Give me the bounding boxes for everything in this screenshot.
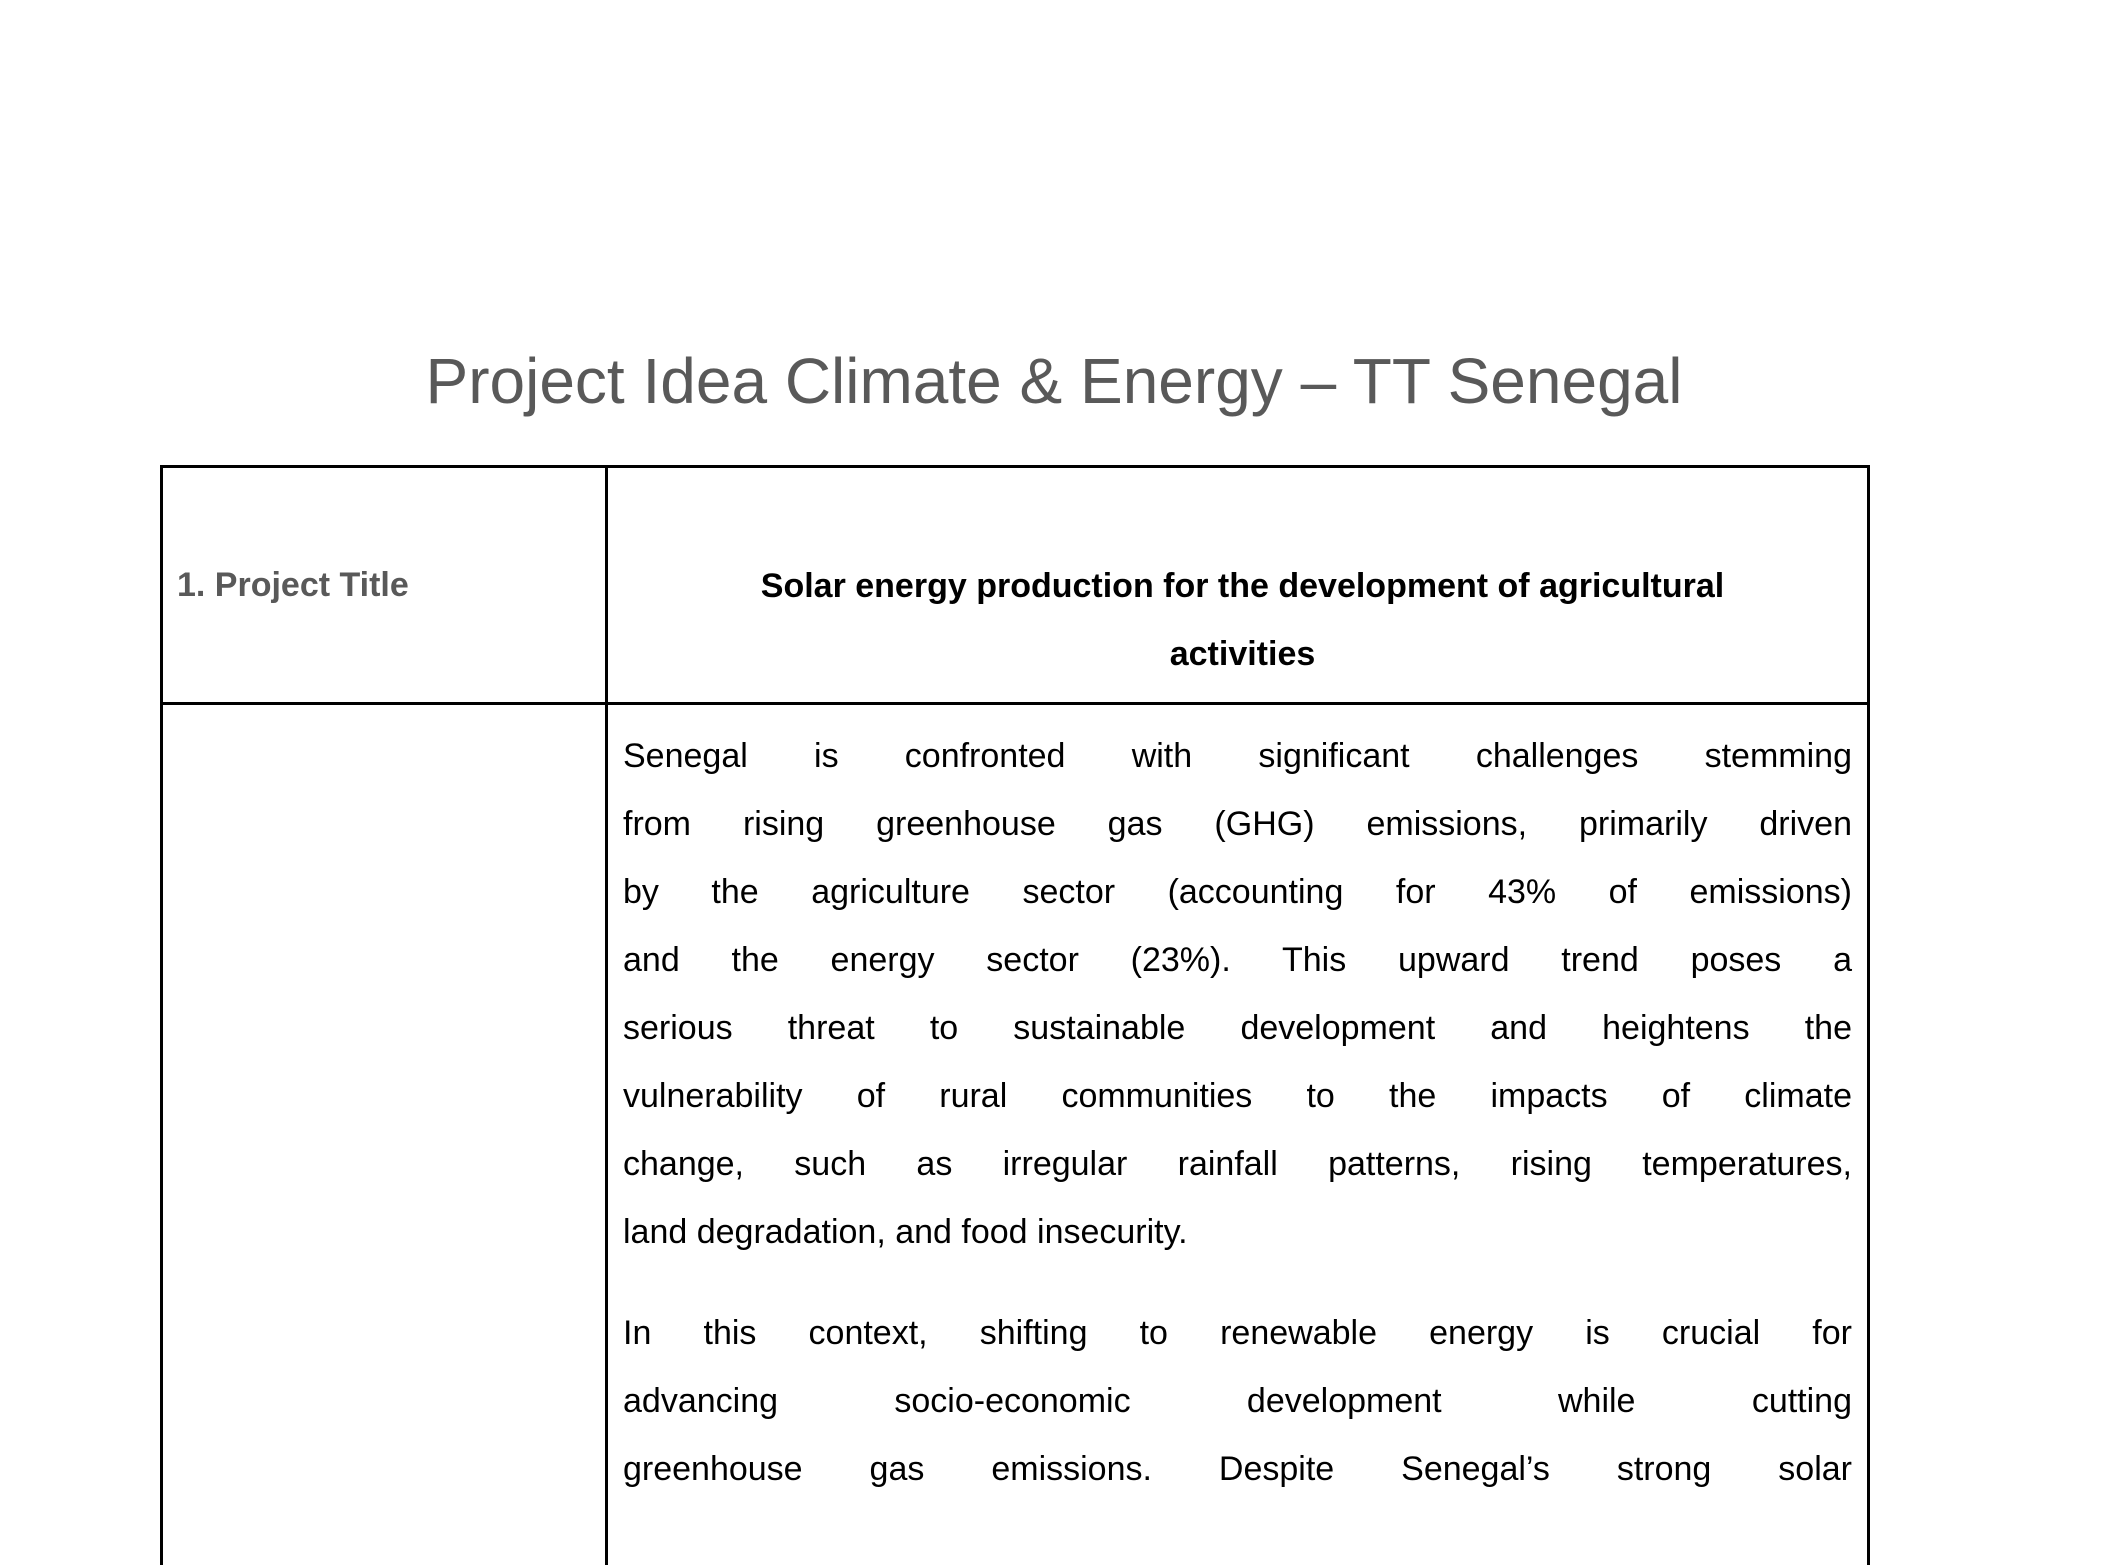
description-paragraph (623, 722, 1852, 1266)
table-row-divider (160, 702, 1870, 705)
project-title-value (620, 552, 1865, 688)
text-line: change, such as irregular rainfall patterns, rising temperatures, (623, 1145, 1852, 1183)
project-title-line: activities (1169, 635, 1316, 673)
text-line: greenhouse gas emissions. Despite Senegal’s strong solar (623, 1450, 1852, 1488)
text-line: Senegal is confronted with significant challenges stemming (623, 737, 1852, 775)
text-line: advancing socio-economic development while cutting (623, 1382, 1852, 1420)
table-column-divider (605, 465, 608, 1565)
text-line: land degradation, and food insecurity. (623, 1213, 1188, 1251)
project-title-line: Solar energy production for the development of agricultural (760, 567, 1725, 605)
project-title-label: 1. Project Title (177, 566, 409, 604)
text-line: and the energy sector (23%). This upward trend poses a (623, 941, 1852, 979)
description-paragraph (623, 1299, 1852, 1503)
text-line: serious threat to sustainable development and heightens the (623, 1009, 1852, 1047)
text-line: In this context, shifting to renewable energy is crucial for (623, 1314, 1852, 1352)
project-description (623, 722, 1852, 1536)
text-line: vulnerability of rural communities to the impacts of climate (623, 1077, 1852, 1115)
document-title: Project Idea Climate & Energy – TT Senegal (425, 345, 1683, 417)
text-line: from rising greenhouse gas (GHG) emissions, primarily driven (623, 805, 1852, 843)
text-line: by the agriculture sector (accounting for 43% of emissions) (623, 873, 1852, 911)
